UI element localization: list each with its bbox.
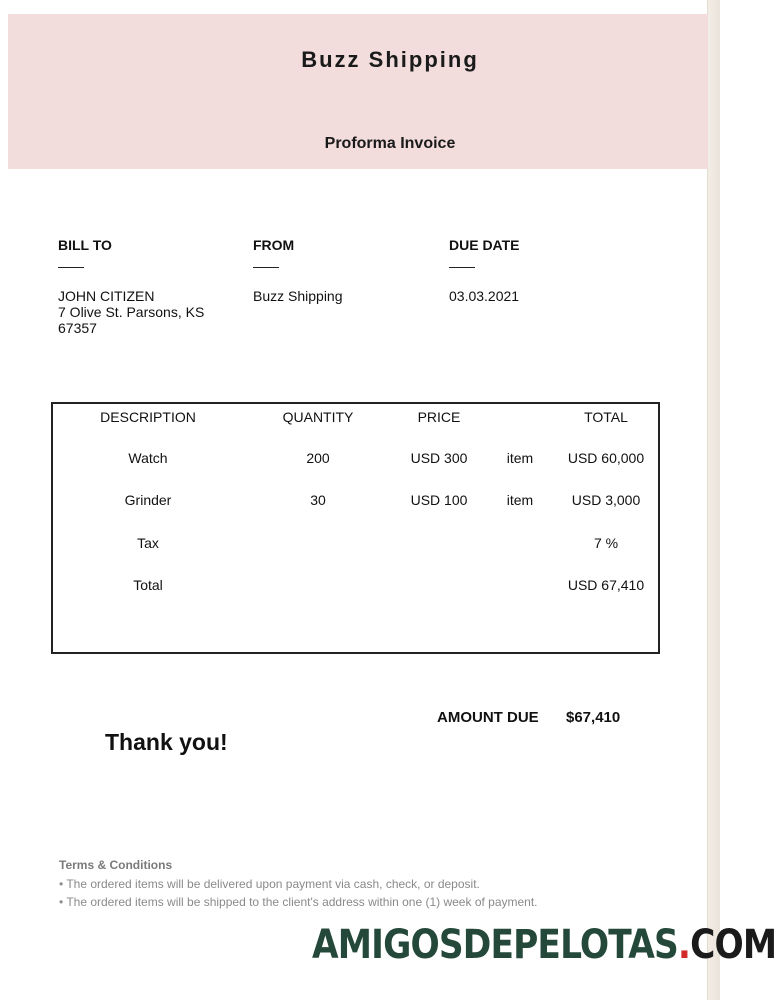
watermark-logo: [312, 922, 776, 968]
due-date-rule: [449, 267, 475, 268]
terms-line: • The ordered items will be shipped to the client's address within one (1) week of payment.: [59, 895, 538, 909]
tax-label: Tax: [137, 535, 159, 551]
terms-title: Terms & Conditions: [59, 858, 173, 872]
bill-to-address-line2: 67357: [58, 320, 97, 336]
header-price: PRICE: [417, 409, 461, 425]
due-date-section: [449, 237, 520, 304]
bill-to-label: BILL TO: [58, 237, 112, 253]
bill-to-rule: [58, 267, 84, 268]
watermark-tld: COM: [690, 922, 777, 968]
row-quantity: 200: [306, 450, 330, 466]
row-price: USD 100: [410, 492, 468, 508]
total-value: USD 67,410: [567, 577, 645, 593]
row-total: USD 3,000: [571, 492, 641, 508]
bill-to-name: JOHN CITIZEN: [58, 288, 155, 304]
header-quantity: QUANTITY: [282, 409, 354, 425]
company-name: Buzz Shipping: [301, 47, 479, 72]
header-description: DESCRIPTION: [100, 409, 196, 425]
thank-you-text: Thank you!: [105, 729, 228, 755]
due-date-label: DUE DATE: [449, 237, 520, 253]
bill-to-address-line1: 7 Olive St. Parsons, KS: [58, 304, 205, 320]
from-name: Buzz Shipping: [253, 288, 343, 304]
watermark-dot: .: [677, 922, 691, 968]
amount-due-value: $67,410: [566, 709, 621, 726]
row-quantity: 30: [310, 492, 326, 508]
row-description: Watch: [128, 450, 168, 466]
row-unit: item: [506, 450, 534, 466]
items-table: [51, 402, 660, 654]
from-rule: [253, 267, 279, 268]
row-price: USD 300: [410, 450, 468, 466]
watermark-main: AMIGOSDEPELOTAS: [312, 922, 678, 968]
amount-due-label: AMOUNT DUE: [437, 709, 539, 726]
row-unit: item: [506, 492, 534, 508]
due-date-value: 03.03.2021: [449, 288, 520, 304]
total-label: Total: [133, 577, 163, 593]
header-total: TOTAL: [584, 409, 628, 425]
row-total: USD 60,000: [567, 450, 645, 466]
from-label: FROM: [253, 237, 295, 253]
from-section: [253, 237, 343, 304]
row-description: Grinder: [124, 492, 172, 508]
bill-to-section: [58, 237, 204, 336]
tax-value: 7 %: [593, 535, 619, 551]
terms-line: • The ordered items will be delivered upon payment via cash, check, or deposit.: [59, 877, 480, 891]
document-title: Proforma Invoice: [324, 135, 456, 152]
